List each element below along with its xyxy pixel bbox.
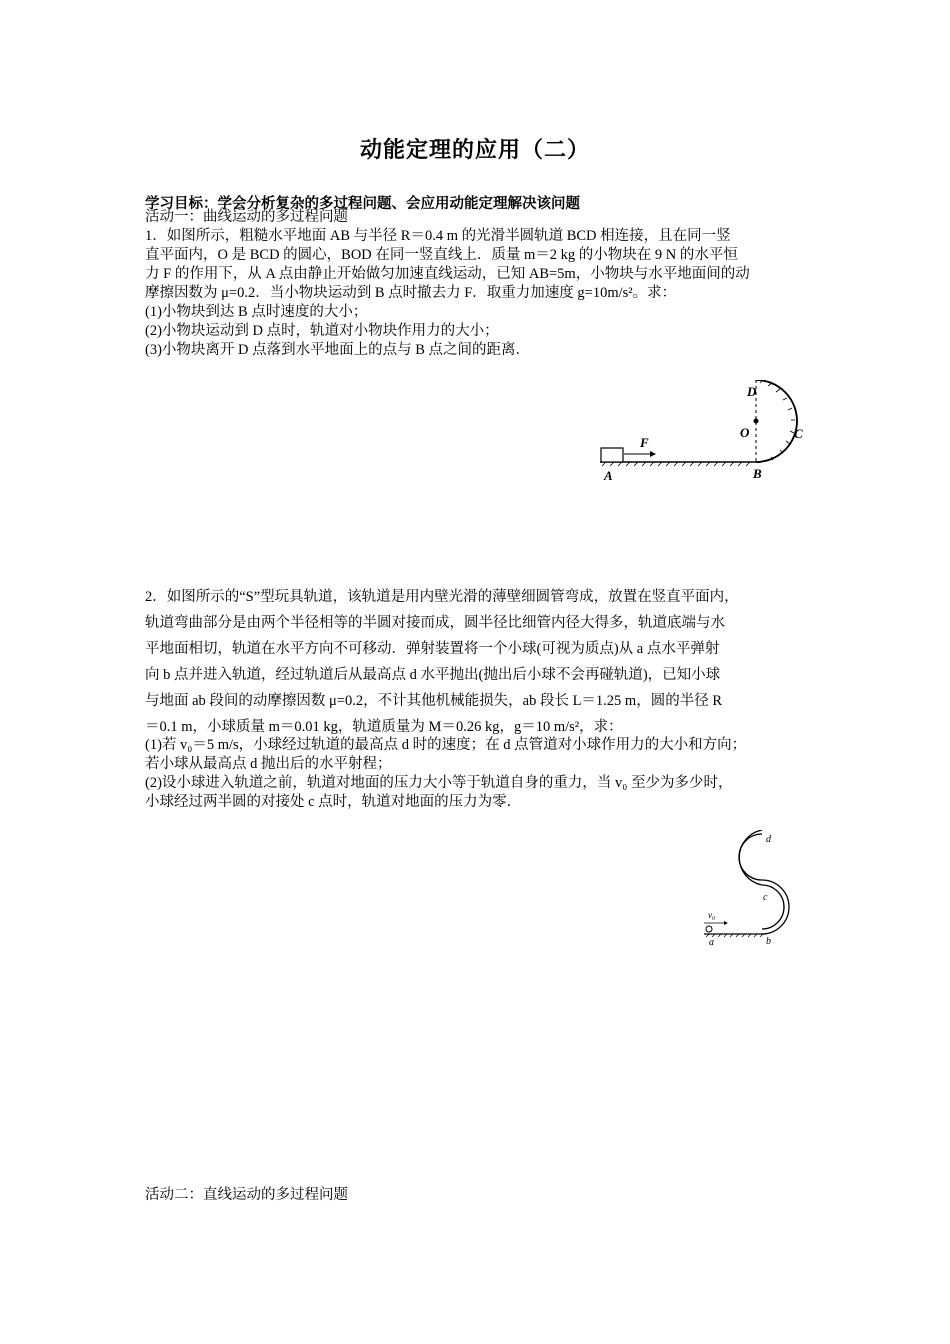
label-c: c <box>763 892 768 903</box>
q1-line: 力 F 的作用下，从 A 点由静止开始做匀加速直线运动，已知 AB=5m，小物块与水平地面间的动 <box>145 266 750 282</box>
learning-goal: 学习目标：学会分析复杂的多过程问题、会应用动能定理解决该问题 <box>145 196 580 212</box>
label-a: a <box>709 937 714 948</box>
q2-subquestion: (1)若 v₀＝5 m/s，小球经过轨道的最高点 d 时的速度；在 d 点管道对小球作用力的大小和方向； <box>145 737 747 753</box>
s-track <box>739 834 789 934</box>
q1-subquestion: (1)小物块到达 B 点时速度的大小； <box>145 304 368 320</box>
ball <box>706 926 712 932</box>
q1-figure <box>590 380 820 490</box>
label-A: A <box>604 468 613 483</box>
label-d: d <box>766 834 771 845</box>
q2-subquestion: 小球经过两半圆的对接处 c 点时，轨道对地面的压力为零． <box>145 794 522 810</box>
label-C: C <box>794 426 803 441</box>
label-b: b <box>766 936 771 947</box>
activity-two-heading: 活动二：直线运动的多过程问题 <box>145 1187 348 1203</box>
q2-line: 向 b 点并进入轨道，经过轨道后从最高点 d 水平抛出(抛出后小球不会再碰轨道)，已知小球 <box>145 667 721 683</box>
q2-line: 轨道弯曲部分是由两个半径相等的半圆对接而成，圆半径比细管内径大得多，轨道底端与水 <box>145 615 725 631</box>
q1-line: 1．如图所示，粗糙水平地面 AB 与半径 R＝0.4 m 的光滑半圆轨道 BCD 相连接，且在同一竖 <box>145 228 731 244</box>
q2-figure <box>700 830 800 950</box>
activity-one-heading: 活动一：曲线运动的多过程问题 <box>145 209 348 225</box>
block <box>601 448 623 462</box>
q1-line: 直平面内，O 是 BCD 的圆心，BOD 在同一竖直线上．质量 m＝2 kg 的小物块在 9 N 的水平恒 <box>145 247 738 263</box>
q2-subquestion: 若小球从最高点 d 抛出后的水平射程； <box>145 756 392 772</box>
q2-subquestion: (2)设小球进入轨道之前，轨道对地面的压力大小等于轨道自身的重力，当 v₀ 至少为多少时， <box>145 775 733 791</box>
q2-line: ＝0.1 m，小球质量 m＝0.01 kg，轨道质量为 M＝0.26 kg，g＝10 m/s²，求： <box>145 719 623 735</box>
label-O: O <box>740 425 750 440</box>
label-B: B <box>753 466 762 481</box>
q2-line: 平地面相切，轨道在水平方向不可移动．弹射装置将一个小球(可视为质点)从 a 点水平弹射 <box>145 641 720 657</box>
q1-line: 摩擦因数为 μ=0.2．当小物块运动到 B 点时撤去力 F．取重力加速度 g=10m/s²。求： <box>145 285 677 301</box>
semicircle-track <box>756 380 797 462</box>
label-D: D <box>747 384 757 399</box>
q1-subquestion: (3)小物块离开 D 点落到水平地面上的点与 B 点之间的距离． <box>145 342 531 358</box>
label-F: F <box>640 435 649 450</box>
label-v0: v₀ <box>708 910 716 920</box>
center-point <box>754 419 759 424</box>
q2-line: 2．如图所示的“S”型玩具轨道，该轨道是用内壁光滑的薄壁细圆管弯成，放置在竖直平面内， <box>145 589 739 605</box>
q1-subquestion: (2)小物块运动到 D 点时，轨道对小物块作用力的大小； <box>145 323 499 339</box>
q2-line: 与地面 ab 段间的动摩擦因数 μ=0.2，不计其他机械能损失，ab 段长 L＝1.25 m，圆的半径 R <box>145 693 723 709</box>
page-title: 动能定理的应用（二） <box>359 138 590 163</box>
